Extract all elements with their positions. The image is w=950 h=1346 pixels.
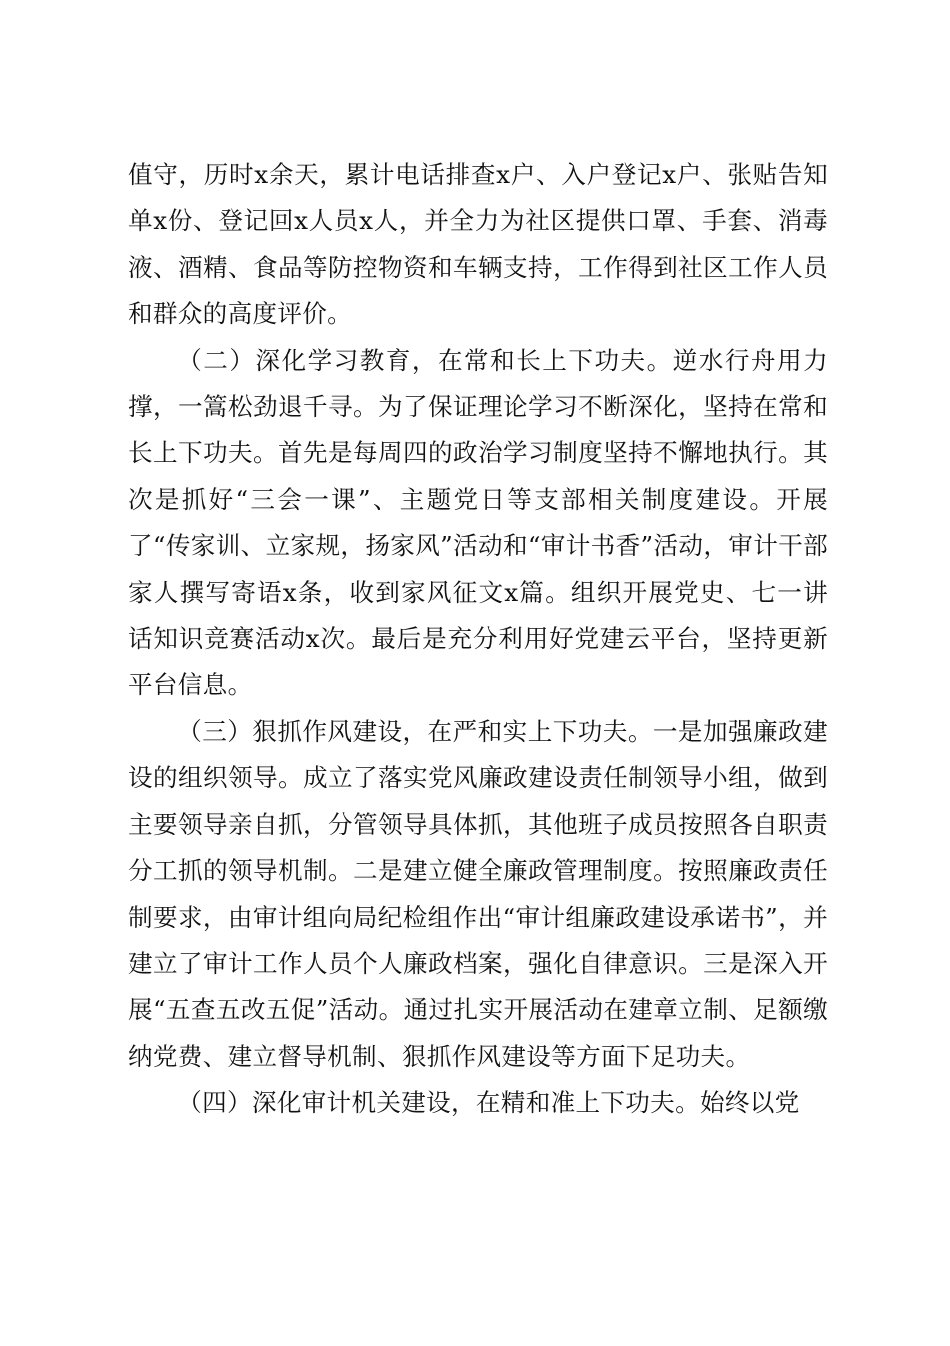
paragraph-section-2: （二）深化学习教育，在常和长上下功夫。逆水行舟用力撑，一篙松劲退千寻。为了保证理论学习不断深化，坚持在常和长上下功夫。首先是每周四的政治学习制度坚持不懈地执行。其次是抓好“三会一课”、主题党日等支部相关制度建设。开展了“传家训、立家规，扬家风”活动和“审计书香”活动，审计干部家人撰写寄语x条，收到家风征文x篇。组织开展党史、七一讲话知识竞赛活动x次。最后是充分利用好党建云平台，坚持更新平台信息。 [128,345,828,700]
document-body [128,152,828,1127]
paragraph-section-3: （三）狠抓作风建设，在严和实上下功夫。一是加强廉政建设的组织领导。成立了落实党风廉政建设责任制领导小组，做到主要领导亲自抓，分管领导具体抓，其他班子成员按照各自职责分工抓的领导机制。二是建立健全廉政管理制度。按照廉政责任制要求，由审计组向局纪检组作出“审计组廉政建设承诺书”，并建立了审计工作人员个人廉政档案，强化自律意识。三是深入开展“五查五改五促”活动。通过扎实开展活动在建章立制、足额缴纳党费、建立督导机制、狠抓作风建设等方面下足功夫。 [128,716,828,1071]
paragraph-continuation: 值守，历时x余天，累计电话排查x户、入户登记x户、张贴告知单x份、登记回x人员x人，并全力为社区提供口罩、手套、消毒液、酒精、食品等防控物资和车辆支持，工作得到社区工作人员和群众的高度评价。 [128,160,828,329]
paragraph-section-4: （四）深化审计机关建设，在精和准上下功夫。始终以党 [177,1088,800,1118]
